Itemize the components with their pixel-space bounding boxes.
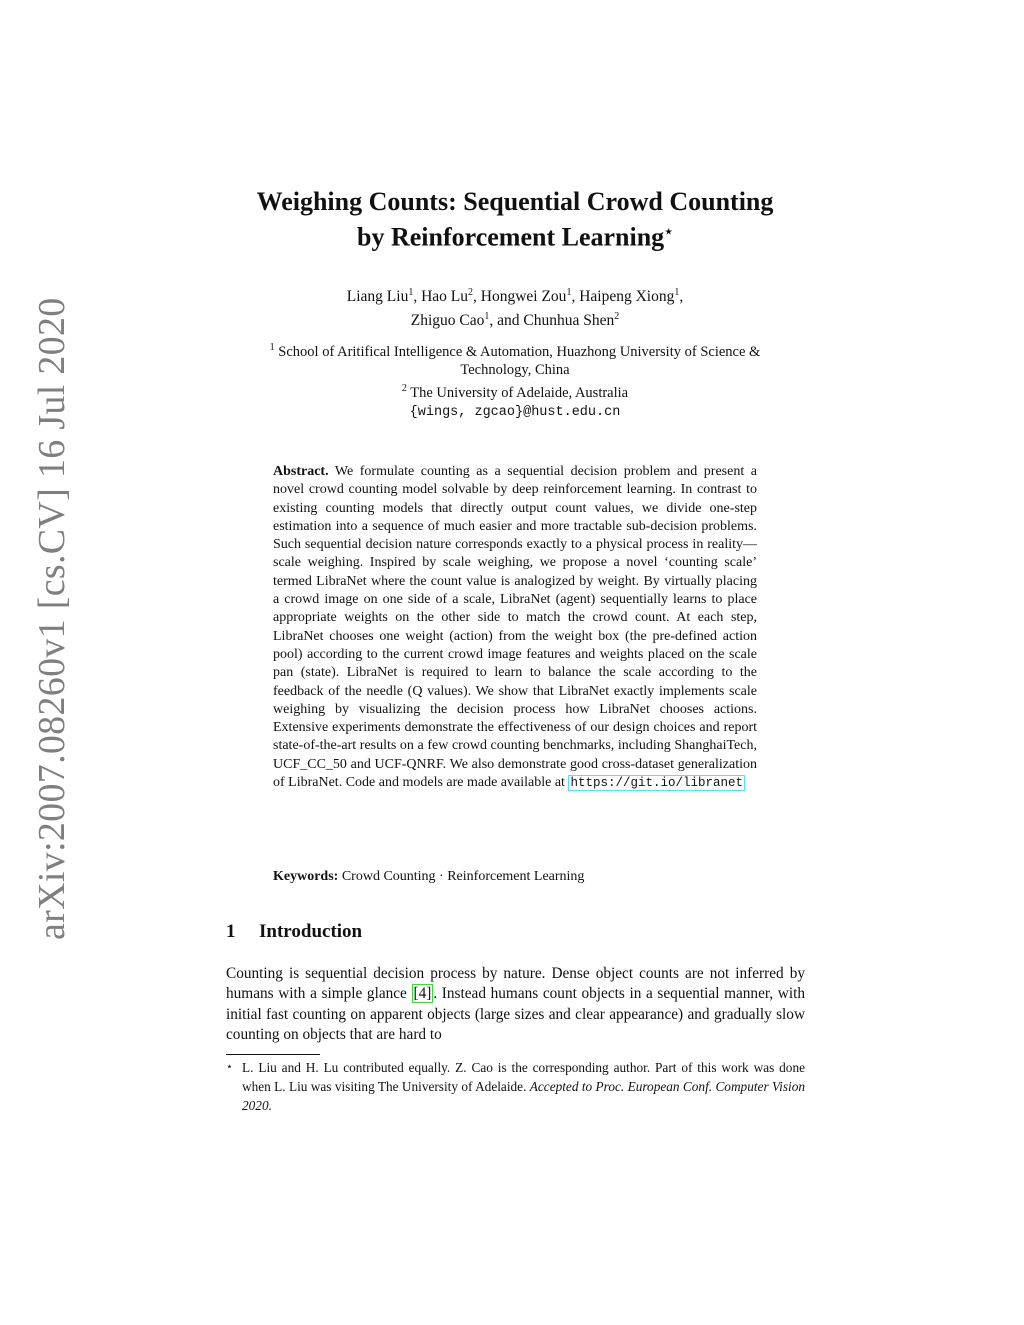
affiliation-1-line-1: School of Aritifical Intelligence & Automation, Huazhong University of Science & bbox=[274, 343, 761, 360]
affiliation-marker: 1 bbox=[408, 287, 414, 298]
footnote-venue: Accepted to Proc. European Conf. Computer Vision 2020. bbox=[242, 1079, 805, 1113]
footnote bbox=[226, 1058, 805, 1115]
abstract-label: Abstract. bbox=[273, 464, 329, 479]
affiliation-marker: 2 bbox=[401, 382, 407, 394]
affiliations bbox=[220, 339, 810, 423]
section-title: Introduction bbox=[259, 921, 363, 942]
affiliation-marker: 1 bbox=[484, 311, 490, 323]
paper-title bbox=[200, 186, 830, 253]
affiliation-marker: 2 bbox=[614, 311, 620, 323]
citation-link[interactable]: [4] bbox=[413, 985, 432, 1003]
footnote-text: L. Liu and H. Lu contributed equally. Z. Cao is the corresponding author. Part of this work was done when L. Liu was visiting The University of Adelaide. bbox=[242, 1060, 805, 1094]
title-line-1: Weighing Counts: Sequential Crowd Counting bbox=[256, 187, 774, 216]
author-name: , Hongwei Zou bbox=[473, 288, 567, 306]
title-line-2: by Reinforcement Learning bbox=[357, 222, 665, 252]
section-number: 1 bbox=[226, 921, 236, 942]
affiliation-marker: 2 bbox=[468, 287, 474, 298]
author-name: , and Chunhua Shen bbox=[489, 312, 615, 330]
affiliation-marker: 1 bbox=[674, 287, 680, 298]
arxiv-identifier-stamp: arXiv:2007.08260v1 [cs.CV] 16 Jul 2020 bbox=[31, 297, 73, 940]
abstract bbox=[273, 463, 757, 792]
keywords-body: Crowd Counting · Reinforcement Learning bbox=[338, 869, 585, 884]
code-link[interactable]: https://git.io/libranet bbox=[570, 776, 743, 791]
section-heading-introduction bbox=[226, 921, 362, 943]
author-list bbox=[230, 283, 800, 331]
affiliation-marker: 1 bbox=[269, 342, 275, 353]
affiliation-1-line-2: Technology, China bbox=[460, 362, 570, 379]
author-name: , Hao Lu bbox=[413, 288, 469, 306]
introduction-paragraph bbox=[226, 964, 805, 1045]
footnote-divider bbox=[226, 1054, 320, 1055]
keywords-label: Keywords: bbox=[273, 869, 339, 884]
author-name: Zhiguo Cao bbox=[410, 312, 485, 330]
author-name: , Haipeng Xiong bbox=[571, 288, 675, 306]
title-footnote-mark: ⋆ bbox=[664, 225, 673, 240]
footnote-mark: ⋆ bbox=[226, 1061, 233, 1073]
contact-email: {wings, zgcao}@hust.edu.cn bbox=[409, 405, 621, 421]
affiliation-marker: 1 bbox=[566, 287, 572, 298]
author-separator: , bbox=[679, 288, 684, 306]
keywords bbox=[273, 868, 757, 886]
author-name: Liang Liu bbox=[346, 288, 409, 306]
abstract-body: We formulate counting as a sequential decision problem and present a novel crowd counting model solvable by deep reinforcement learning. In contrast to existing counting models that directly output count values, we divide one-step estimation into a sequence of much easier and more tractable sub-decision problems. Such sequential decision nature corresponds exactly to a physical process in reality—scale weighing. Inspired by scale weighing, we propose a novel ‘counting scale’ termed LibraNet where the count value is analogized by weight. By virtually placing a crowd image on one side of a scale, LibraNet (agent) sequentially learns to place appropriate weights on the other side to match the crowd count. At each step, LibraNet chooses one weight (action) from the weight box (the pre-defined action pool) according to the current crowd image features and weights placed on the scale pan (state). LibraNet is required to learn to balance the scale according to the feedback of the needle (Q values). We show that LibraNet exactly implements scale weighing by visualizing the decision process how LibraNet chooses actions. Extensive experiments demonstrate the effectiveness of our design choices and report state-of-the-art results on a few crowd counting benchmarks, including ShanghaiTech, UCF_CC_50 and UCF-QNRF. We also demonstrate good cross-dataset generalization of LibraNet. Code and models are made available at bbox=[273, 464, 757, 791]
intro-text: Counting is sequential decision process by nature. Dense object counts are not inferred by humans with a simple glance bbox=[226, 965, 805, 1003]
affiliation-2: The University of Adelaide, Australia bbox=[406, 384, 629, 401]
intro-text: . Instead humans count objects in a sequential manner, with initial fast counting on apparent objects (large sizes and clear appearance) and gradually slow counting on objects that are hard to bbox=[226, 985, 806, 1043]
